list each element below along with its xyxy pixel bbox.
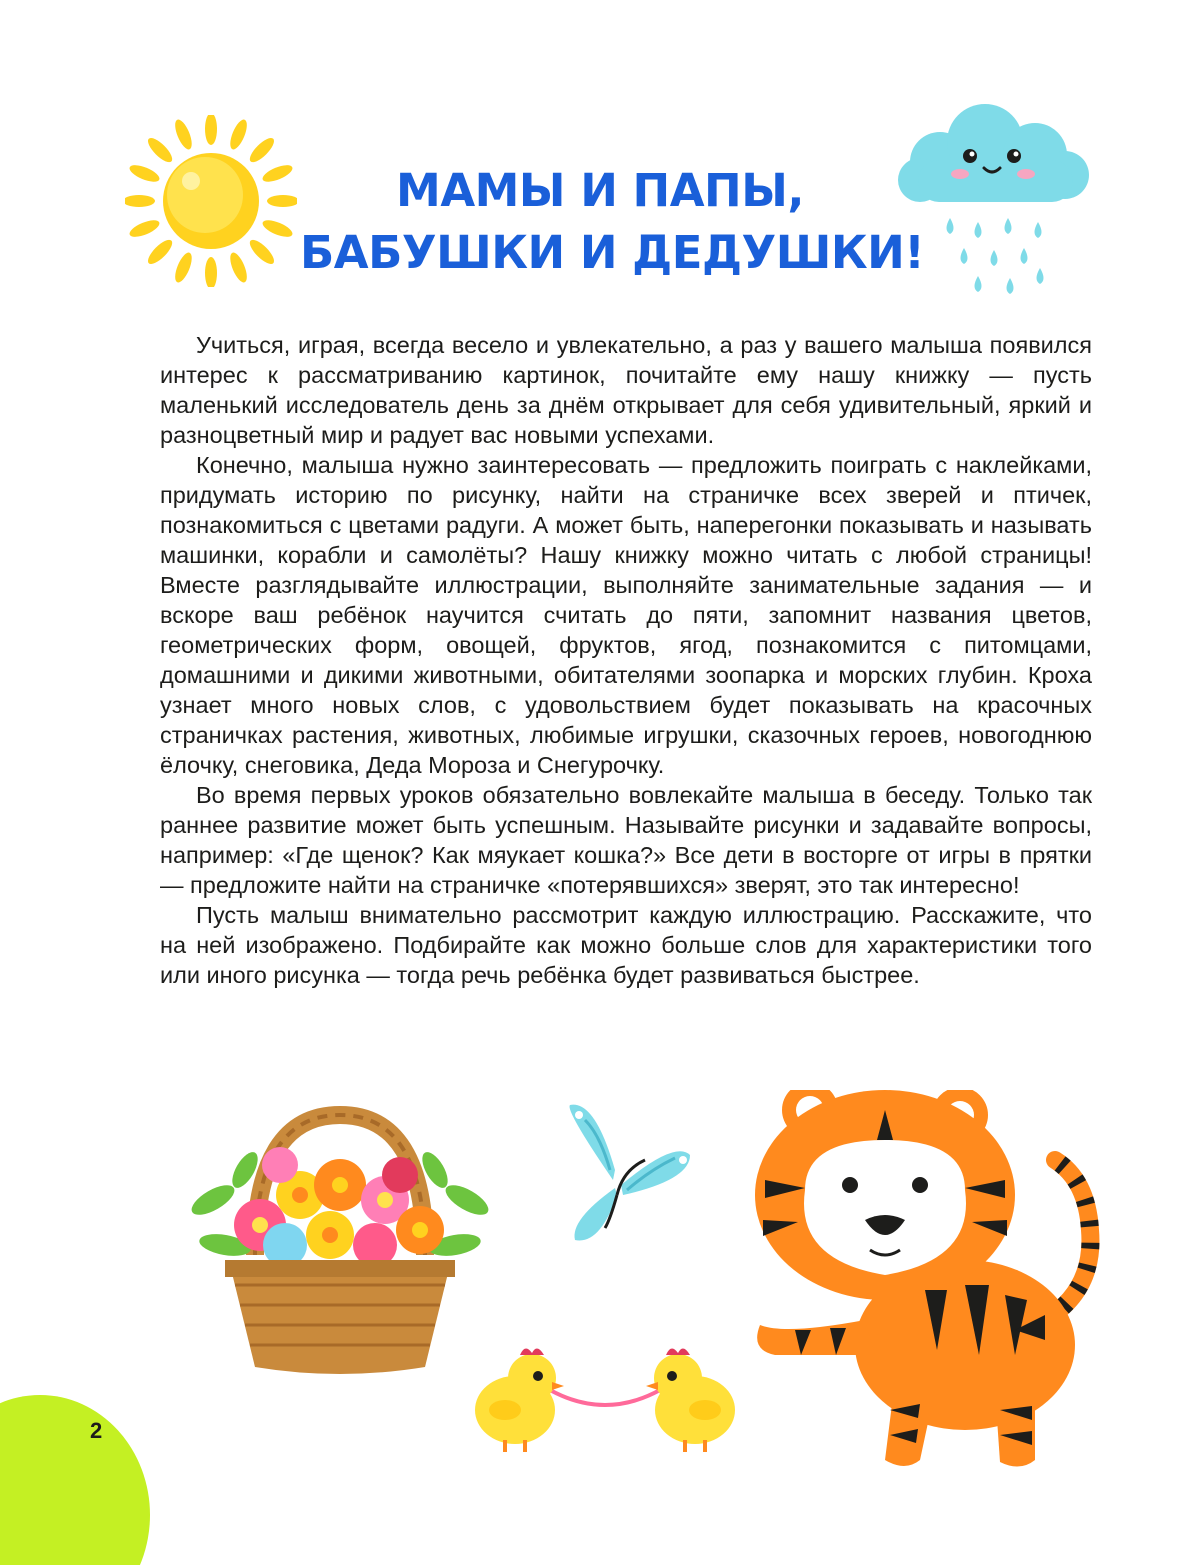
chicks-icon: [470, 1340, 740, 1460]
paragraph-1: Учиться, играя, всегда весело и увлекательно, а раз у вашего малыша появился интерес к рассматриванию картинок, почитайте ему нашу книжку — пусть маленький исследователь день за днём открывает для себя удивительный, яркий и разноцветный мир и радует вас новыми успехами.: [160, 332, 1092, 448]
page-title: [300, 160, 925, 284]
flower-basket-icon: [185, 1105, 495, 1375]
page-title-line-1: МАМЫ И ПАПЫ,: [396, 164, 804, 217]
paragraph-2: Конечно, малыша нужно заинтересовать — предложить поиграть с наклейками, придумать историю по рисунку, найти на страничке всех зверей и птичек, познакомиться с цветами радуги. А может быть, наперегонки показывать и называть машинки, корабли и самолёты? Нашу книжку можно читать с любой страницы! Вместе разглядывайте иллюстрации, выполняйте занимательные задания — и вскоре ваш ребёнок научится считать до пяти, запомнит названия цветов, геометрических форм, овощей, фруктов, ягод, познакомится с питомцами, домашними и дикими животными, обитателями зоопарка и морских глубин. Кроха узнает много новых слов, с удовольствием будет показывать на красочных страничках растения, животных, любимые игрушки, сказочных героев, новогоднюю ёлочку, снеговика, Деда Мороза и Снегурочку.: [160, 452, 1092, 778]
page-number: 2: [90, 1418, 103, 1443]
page-number-badge: [0, 1395, 150, 1565]
sun-icon: [125, 115, 297, 287]
paragraph-4: Пусть малыш внимательно рассмотрит каждую иллюстрацию. Расскажите, что на ней изображено. Подбирайте как можно больше слов для характеристики того или иного рисунка — тогда речь ребёнка будет развиваться быстрее.: [160, 902, 1092, 988]
tiger-icon: [745, 1090, 1125, 1480]
intro-text: [160, 330, 1092, 990]
page-title-line-2: БАБУШКИ И ДЕДУШКИ!: [300, 226, 925, 279]
paragraph-3: Во время первых уроков обязательно вовлекайте малыша в беседу. Только так раннее развитие может быть успешным. Называйте рисунки и задавайте вопросы, например: «Где щенок? Как мяукает кошка?» Все дети в восторге от игры в прятки — предложите найти на страничке «потерявшихся» зверят, это так интересно!: [160, 782, 1092, 898]
butterfly-icon: [555, 1100, 695, 1250]
